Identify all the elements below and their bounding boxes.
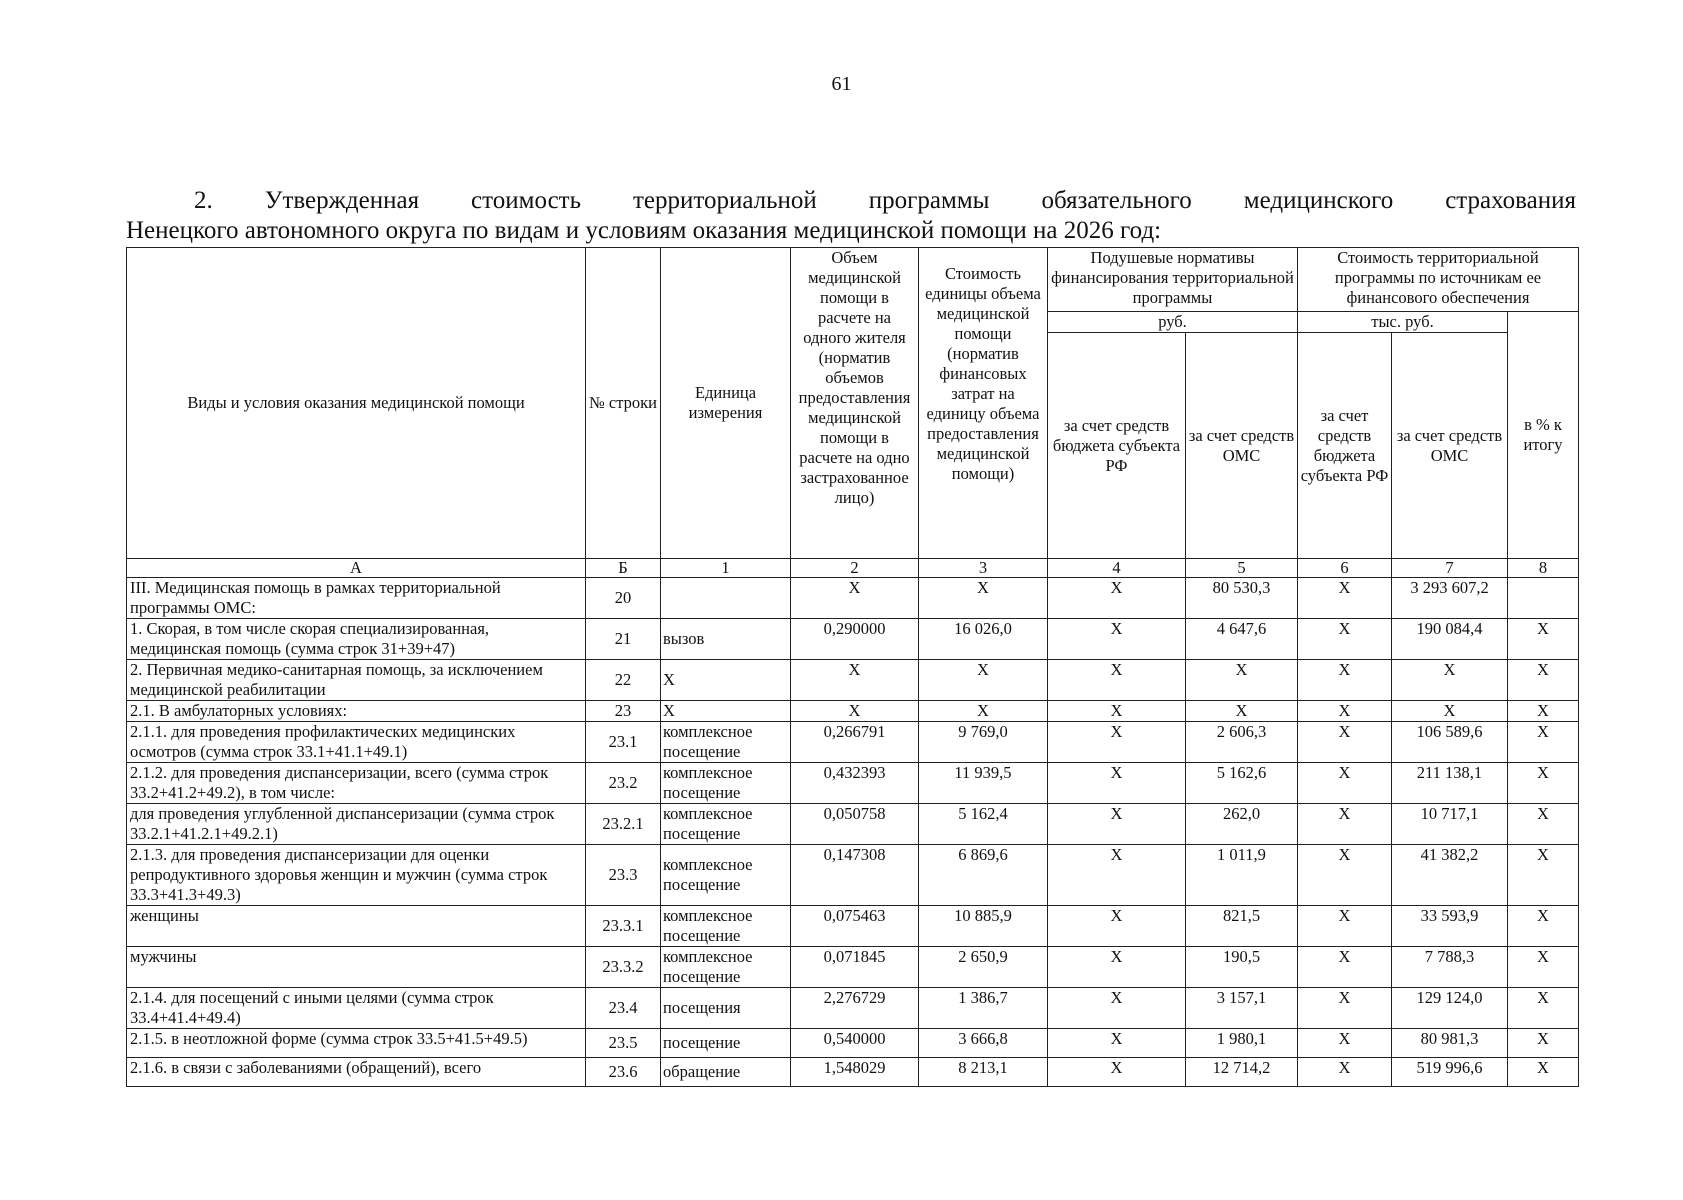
row-volume: 0,432393 xyxy=(791,763,919,804)
header-per-capita-unit: руб. xyxy=(1048,312,1298,333)
row-cost-oms: Х xyxy=(1392,701,1508,722)
row-number: 23.1 xyxy=(586,722,661,763)
row-cost-budget: Х xyxy=(1298,722,1392,763)
row-unit-cost: 3 666,8 xyxy=(919,1029,1048,1058)
row-unit: вызов xyxy=(661,619,791,660)
row-unit-cost: 5 162,4 xyxy=(919,804,1048,845)
row-unit-cost: 1 386,7 xyxy=(919,988,1048,1029)
row-per-capita-budget: Х xyxy=(1048,845,1186,906)
index-cell: 2 xyxy=(791,559,919,578)
table-row xyxy=(127,578,1579,619)
row-number: 23 xyxy=(586,701,661,722)
row-number: 23.3.1 xyxy=(586,906,661,947)
row-name: для проведения углубленной диспансеризации (сумма строк 33.2.1+41.2.1+49.2.1) xyxy=(127,804,586,845)
row-cost-budget: Х xyxy=(1298,660,1392,701)
table-row xyxy=(127,722,1579,763)
row-unit-cost: Х xyxy=(919,660,1048,701)
row-number: 23.5 xyxy=(586,1029,661,1058)
row-per-capita-budget: Х xyxy=(1048,619,1186,660)
row-name: 2.1. В амбулаторных условиях: xyxy=(127,701,586,722)
section-heading xyxy=(126,186,1576,246)
row-volume: 0,290000 xyxy=(791,619,919,660)
row-unit xyxy=(661,578,791,619)
row-per-capita-budget: Х xyxy=(1048,1029,1186,1058)
row-percent: Х xyxy=(1508,701,1579,722)
row-unit-cost: Х xyxy=(919,701,1048,722)
header-kind: Виды и условия оказания медицинской помощи xyxy=(127,248,586,559)
header-oms-2: за счет средств ОМС xyxy=(1392,333,1508,559)
row-unit: комплексное посещение xyxy=(661,722,791,763)
row-name: 2. Первичная медико-санитарная помощь, за исключением медицинской реабилитации xyxy=(127,660,586,701)
row-per-capita-oms: 80 530,3 xyxy=(1186,578,1298,619)
row-volume: Х xyxy=(791,660,919,701)
row-unit-cost: 2 650,9 xyxy=(919,947,1048,988)
row-volume: 0,540000 xyxy=(791,1029,919,1058)
row-percent: Х xyxy=(1508,906,1579,947)
row-cost-oms: Х xyxy=(1392,660,1508,701)
row-per-capita-budget: Х xyxy=(1048,701,1186,722)
row-unit-cost: 9 769,0 xyxy=(919,722,1048,763)
row-unit-cost: 6 869,6 xyxy=(919,845,1048,906)
row-number: 20 xyxy=(586,578,661,619)
row-name: 2.1.5. в неотложной форме (сумма строк 33.5+41.5+49.5) xyxy=(127,1029,586,1058)
row-cost-oms: 519 996,6 xyxy=(1392,1058,1508,1087)
table-row xyxy=(127,988,1579,1029)
table-row xyxy=(127,845,1579,906)
row-unit-cost: Х xyxy=(919,578,1048,619)
row-number: 23.2 xyxy=(586,763,661,804)
row-unit: Х xyxy=(661,660,791,701)
row-cost-budget: Х xyxy=(1298,845,1392,906)
row-name: 2.1.4. для посещений с иными целями (сумма строк 33.4+41.4+49.4) xyxy=(127,988,586,1029)
row-cost-budget: Х xyxy=(1298,906,1392,947)
row-percent: Х xyxy=(1508,660,1579,701)
row-per-capita-budget: Х xyxy=(1048,804,1186,845)
table-row xyxy=(127,701,1579,722)
row-name: 2.1.6. в связи с заболеваниями (обращений), всего xyxy=(127,1058,586,1087)
row-volume: 0,050758 xyxy=(791,804,919,845)
header-unit: Единица измерения xyxy=(661,248,791,559)
row-per-capita-budget: Х xyxy=(1048,722,1186,763)
header-program-cost-unit: тыс. руб. xyxy=(1298,312,1508,333)
row-per-capita-oms: 3 157,1 xyxy=(1186,988,1298,1029)
page-number: 61 xyxy=(831,73,852,95)
row-cost-budget: Х xyxy=(1298,619,1392,660)
table-body xyxy=(127,578,1579,1087)
index-cell: 1 xyxy=(661,559,791,578)
row-cost-oms: 10 717,1 xyxy=(1392,804,1508,845)
row-cost-oms: 7 788,3 xyxy=(1392,947,1508,988)
row-cost-oms: 190 084,4 xyxy=(1392,619,1508,660)
row-volume: 0,266791 xyxy=(791,722,919,763)
row-volume: Х xyxy=(791,701,919,722)
row-percent: Х xyxy=(1508,988,1579,1029)
row-unit-cost: 11 939,5 xyxy=(919,763,1048,804)
row-number: 23.2.1 xyxy=(586,804,661,845)
row-per-capita-oms: 4 647,6 xyxy=(1186,619,1298,660)
row-percent: Х xyxy=(1508,1058,1579,1087)
row-name: женщины xyxy=(127,906,586,947)
row-number: 23.4 xyxy=(586,988,661,1029)
table-row xyxy=(127,1029,1579,1058)
row-name: III. Медицинская помощь в рамках территориальной программы ОМС: xyxy=(127,578,586,619)
row-cost-oms: 33 593,9 xyxy=(1392,906,1508,947)
row-percent: Х xyxy=(1508,763,1579,804)
row-per-capita-oms: 5 162,6 xyxy=(1186,763,1298,804)
row-cost-budget: Х xyxy=(1298,1058,1392,1087)
row-unit-cost: 16 026,0 xyxy=(919,619,1048,660)
table-row xyxy=(127,804,1579,845)
row-percent: Х xyxy=(1508,804,1579,845)
row-per-capita-oms: 1 011,9 xyxy=(1186,845,1298,906)
row-percent xyxy=(1508,578,1579,619)
index-cell: 7 xyxy=(1392,559,1508,578)
row-name: 2.1.1. для проведения профилактических медицинских осмотров (сумма строк 33.1+41.1+49.1) xyxy=(127,722,586,763)
index-cell: 6 xyxy=(1298,559,1392,578)
row-unit: Х xyxy=(661,701,791,722)
row-cost-budget: Х xyxy=(1298,947,1392,988)
row-cost-budget: Х xyxy=(1298,988,1392,1029)
row-cost-budget: Х xyxy=(1298,763,1392,804)
row-volume: 0,147308 xyxy=(791,845,919,906)
column-index-row xyxy=(127,559,1579,578)
row-name: мужчины xyxy=(127,947,586,988)
row-volume: 0,075463 xyxy=(791,906,919,947)
row-percent: Х xyxy=(1508,722,1579,763)
row-percent: Х xyxy=(1508,947,1579,988)
row-volume: 2,276729 xyxy=(791,988,919,1029)
row-cost-budget: Х xyxy=(1298,578,1392,619)
header-budget-2: за счет средств бюджета субъекта РФ xyxy=(1298,333,1392,559)
header-volume: Объем медицинской помощи в расчете на одного жителя (норматив объемов предоставления медицинской помощи в расчете на одно застрахованное лицо) xyxy=(791,248,919,559)
table-row xyxy=(127,947,1579,988)
table-row xyxy=(127,906,1579,947)
row-number: 23.3.2 xyxy=(586,947,661,988)
row-percent: Х xyxy=(1508,1029,1579,1058)
row-cost-oms: 80 981,3 xyxy=(1392,1029,1508,1058)
table-row xyxy=(127,763,1579,804)
row-unit: комплексное посещение xyxy=(661,804,791,845)
header-cost: Стоимость единицы объема медицинской помощи (норматив финансовых затрат на единицу объема предоставления медицинской помощи) xyxy=(919,248,1048,559)
row-per-capita-oms: Х xyxy=(1186,701,1298,722)
row-volume: Х xyxy=(791,578,919,619)
index-cell: 5 xyxy=(1186,559,1298,578)
row-cost-oms: 129 124,0 xyxy=(1392,988,1508,1029)
heading-line-2: Ненецкого автономного округа по видам и условиям оказания медицинской помощи на 2026 год: xyxy=(126,217,1162,244)
cost-table xyxy=(126,247,1579,1087)
row-number: 22 xyxy=(586,660,661,701)
index-cell: 3 xyxy=(919,559,1048,578)
row-percent: Х xyxy=(1508,845,1579,906)
row-cost-oms: 41 382,2 xyxy=(1392,845,1508,906)
index-cell: 8 xyxy=(1508,559,1579,578)
index-cell: 4 xyxy=(1048,559,1186,578)
row-cost-budget: Х xyxy=(1298,804,1392,845)
row-per-capita-budget: Х xyxy=(1048,578,1186,619)
header-program-cost-group: Стоимость территориальной программы по источникам ее финансового обеспечения xyxy=(1298,248,1579,312)
row-per-capita-oms: 1 980,1 xyxy=(1186,1029,1298,1058)
row-cost-budget: Х xyxy=(1298,1029,1392,1058)
table-row xyxy=(127,660,1579,701)
row-per-capita-budget: Х xyxy=(1048,988,1186,1029)
row-unit: комплексное посещение xyxy=(661,845,791,906)
row-unit: комплексное посещение xyxy=(661,763,791,804)
row-number: 21 xyxy=(586,619,661,660)
row-number: 23.3 xyxy=(586,845,661,906)
header-row-no: № строки xyxy=(586,248,661,559)
table-row xyxy=(127,1058,1579,1087)
row-unit-cost: 10 885,9 xyxy=(919,906,1048,947)
row-per-capita-budget: Х xyxy=(1048,763,1186,804)
row-per-capita-budget: Х xyxy=(1048,906,1186,947)
row-volume: 0,071845 xyxy=(791,947,919,988)
row-per-capita-budget: Х xyxy=(1048,947,1186,988)
row-per-capita-budget: Х xyxy=(1048,660,1186,701)
table-row xyxy=(127,619,1579,660)
row-name: 2.1.3. для проведения диспансеризации для оценки репродуктивного здоровья женщин и мужчин (сумма строк 33.3+41.3+49.3) xyxy=(127,845,586,906)
row-number: 23.6 xyxy=(586,1058,661,1087)
header-oms: за счет средств ОМС xyxy=(1186,333,1298,559)
row-unit: обращение xyxy=(661,1058,791,1087)
row-per-capita-oms: 2 606,3 xyxy=(1186,722,1298,763)
row-name: 2.1.2. для проведения диспансеризации, всего (сумма строк 33.2+41.2+49.2), в том числе: xyxy=(127,763,586,804)
row-unit: комплексное посещение xyxy=(661,947,791,988)
index-cell: Б xyxy=(586,559,661,578)
header-per-capita-group: Подушевые нормативы финансирования территориальной программы xyxy=(1048,248,1298,312)
row-per-capita-oms: 821,5 xyxy=(1186,906,1298,947)
index-cell: А xyxy=(127,559,586,578)
row-per-capita-oms: 262,0 xyxy=(1186,804,1298,845)
row-unit: комплексное посещение xyxy=(661,906,791,947)
row-volume: 1,548029 xyxy=(791,1058,919,1087)
row-per-capita-oms: Х xyxy=(1186,660,1298,701)
row-name: 1. Скорая, в том числе скорая специализированная, медицинская помощь (сумма строк 31+39+47) xyxy=(127,619,586,660)
row-percent: Х xyxy=(1508,619,1579,660)
row-cost-oms: 3 293 607,2 xyxy=(1392,578,1508,619)
header-budget: за счет средств бюджета субъекта РФ xyxy=(1048,333,1186,559)
row-unit: посещения xyxy=(661,988,791,1029)
row-cost-budget: Х xyxy=(1298,701,1392,722)
row-per-capita-oms: 190,5 xyxy=(1186,947,1298,988)
row-per-capita-oms: 12 714,2 xyxy=(1186,1058,1298,1087)
row-unit: посещение xyxy=(661,1029,791,1058)
row-cost-oms: 106 589,6 xyxy=(1392,722,1508,763)
header-percent: в % к итогу xyxy=(1508,312,1579,559)
heading-line-1: 2. Утвержденная стоимость территориальной программы обязательного медицинского страхования xyxy=(194,187,1576,214)
row-cost-oms: 211 138,1 xyxy=(1392,763,1508,804)
row-unit-cost: 8 213,1 xyxy=(919,1058,1048,1087)
row-per-capita-budget: Х xyxy=(1048,1058,1186,1087)
